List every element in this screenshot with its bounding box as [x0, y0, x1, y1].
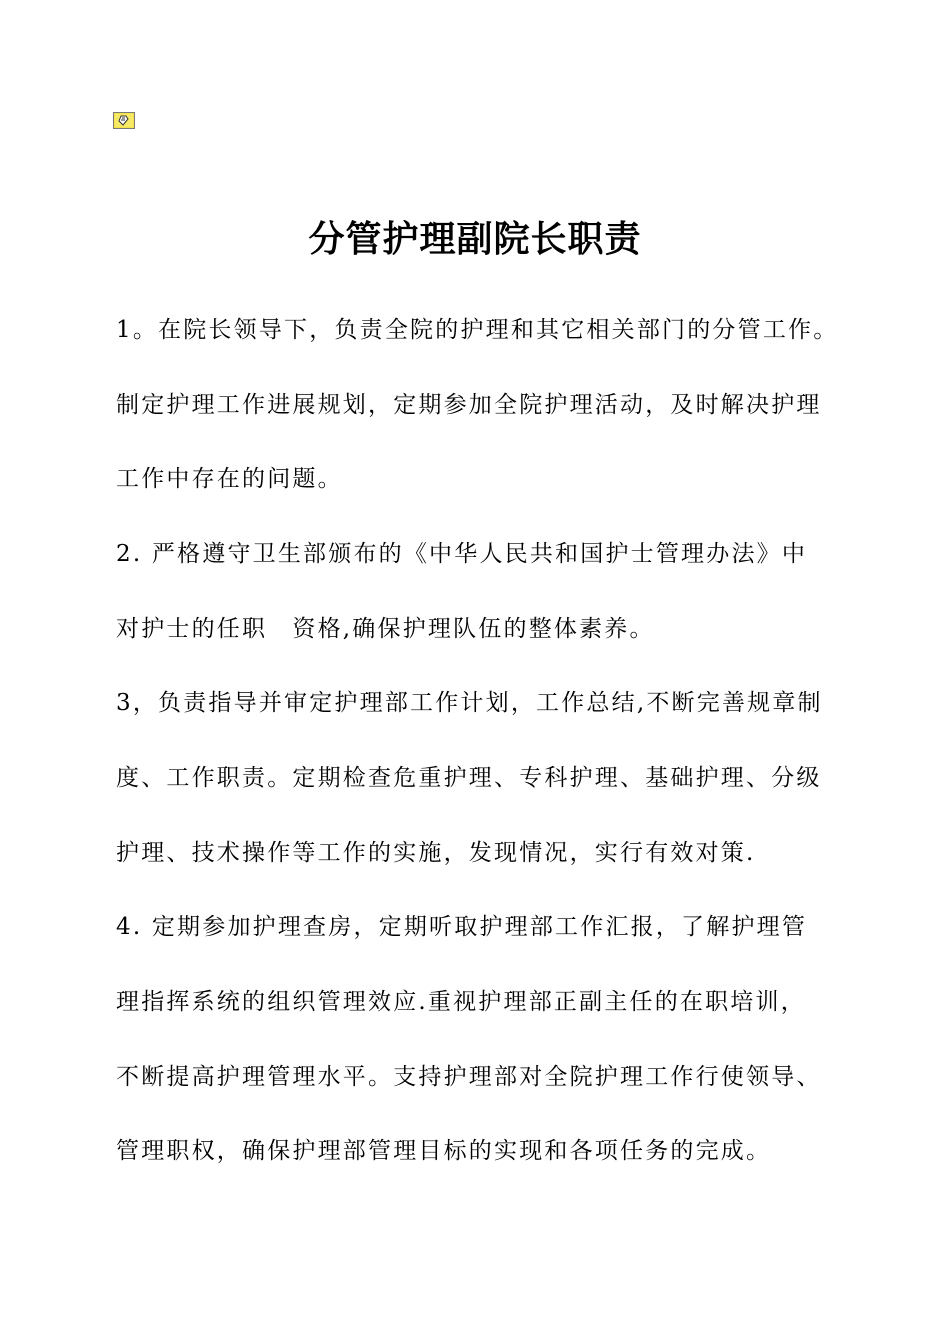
body-line: 管理职权，确保护理部管理目标的实现和各项任务的完成。	[116, 1138, 772, 1164]
body-line: 度、工作职责。定期检查危重护理、专科护理、基础护理、分级	[116, 765, 822, 791]
body-line: 理指挥系统的组织管理效应.重视护理部正副主任的在职培训，	[116, 989, 806, 1015]
document-link-icon	[113, 112, 135, 129]
body-line: 不断提高护理管理水平。支持护理部对全院护理工作行使领导、	[116, 1064, 822, 1090]
body-line: 1。在院长领导下，负责全院的护理和其它相关部门的分管工作。	[116, 317, 839, 343]
body-line: 对护士的任职 资格,确保护理队伍的整体素养。	[116, 616, 655, 642]
body-line: 2. 严格遵守卫生部颁布的《中华人民共和国护士管理办法》中	[116, 541, 808, 567]
body-line: 制定护理工作进展规划，定期参加全院护理活动，及时解决护理	[116, 392, 822, 418]
body-line: 4. 定期参加护理查房，定期听取护理部工作汇报，了解护理管	[116, 914, 808, 940]
body-line: 护理、技术操作等工作的实施，发现情况，实行有效对策.	[116, 840, 756, 866]
document-title: 分管护理副院长职责	[308, 218, 642, 260]
body-line: 3，负责指导并审定护理部工作计划，工作总结,不断完善规章制	[116, 690, 823, 716]
body-line: 工作中存在的问题。	[116, 466, 343, 492]
